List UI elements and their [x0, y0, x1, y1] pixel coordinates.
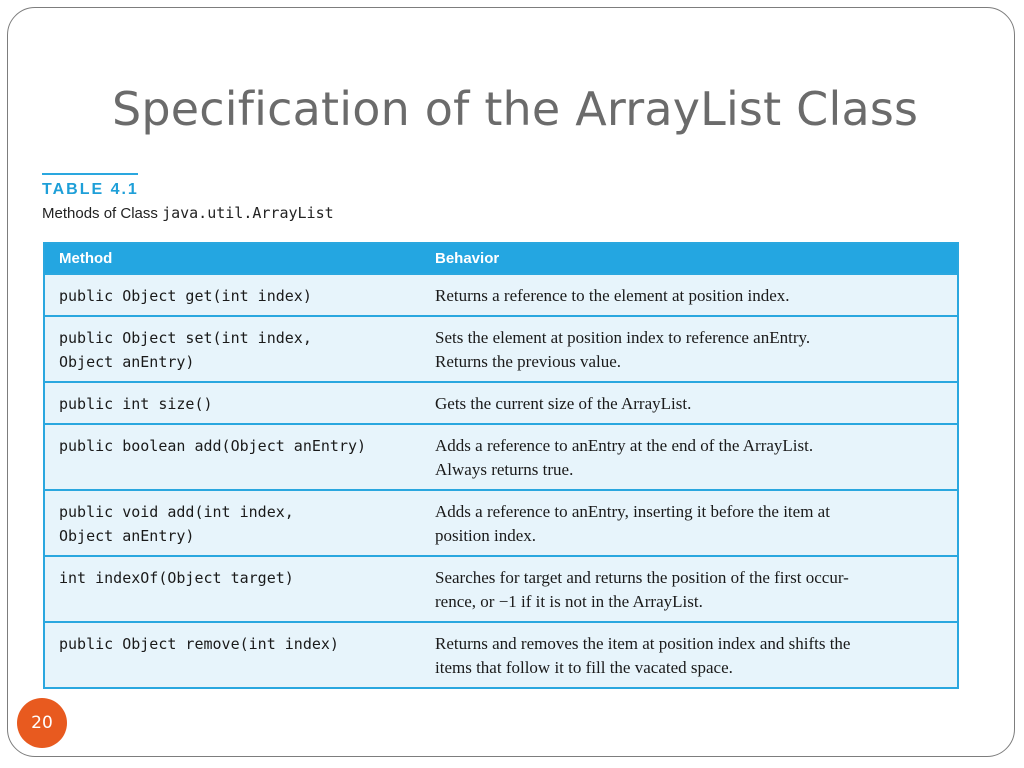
table-row	[44, 622, 958, 688]
header-method: Method	[44, 243, 431, 274]
behavior-cell: Returns a reference to the element at position index.	[431, 274, 958, 316]
table-row	[44, 316, 958, 382]
method-cell: int indexOf(Object target)	[44, 556, 431, 622]
header-behavior: Behavior	[431, 243, 958, 274]
method-cell: public Object remove(int index)	[44, 622, 431, 688]
page-number-badge: 20	[17, 698, 67, 748]
behavior-cell: Searches for target and returns the position of the first occur- rence, or −1 if it is not in the ArrayList.	[431, 556, 958, 622]
table-row	[44, 490, 958, 556]
table-caption-label: TABLE 4.1	[42, 181, 139, 198]
table-row	[44, 424, 958, 490]
slide-title: Specification of the ArrayList Class	[112, 82, 919, 136]
table-row	[44, 274, 958, 316]
table-row	[44, 556, 958, 622]
caption-sub-class: java.util.ArrayList	[162, 204, 334, 222]
behavior-cell: Adds a reference to anEntry at the end of the ArrayList. Always returns true.	[431, 424, 958, 490]
caption-sub-prefix: Methods of Class	[42, 205, 158, 222]
table-header-row	[44, 243, 958, 274]
method-cell: public int size()	[44, 382, 431, 424]
table-caption-subtitle	[42, 204, 334, 222]
caption-rule	[42, 173, 138, 175]
behavior-cell: Returns and removes the item at position index and shifts the items that follow it to fill the vacated space.	[431, 622, 958, 688]
behavior-cell: Adds a reference to anEntry, inserting it before the item at position index.	[431, 490, 958, 556]
behavior-cell: Sets the element at position index to reference anEntry. Returns the previous value.	[431, 316, 958, 382]
behavior-cell: Gets the current size of the ArrayList.	[431, 382, 958, 424]
method-cell: public Object get(int index)	[44, 274, 431, 316]
method-cell: public boolean add(Object anEntry)	[44, 424, 431, 490]
table-row	[44, 382, 958, 424]
methods-table	[43, 242, 959, 689]
method-cell: public Object set(int index, Object anEntry)	[44, 316, 431, 382]
method-cell: public void add(int index, Object anEntry)	[44, 490, 431, 556]
